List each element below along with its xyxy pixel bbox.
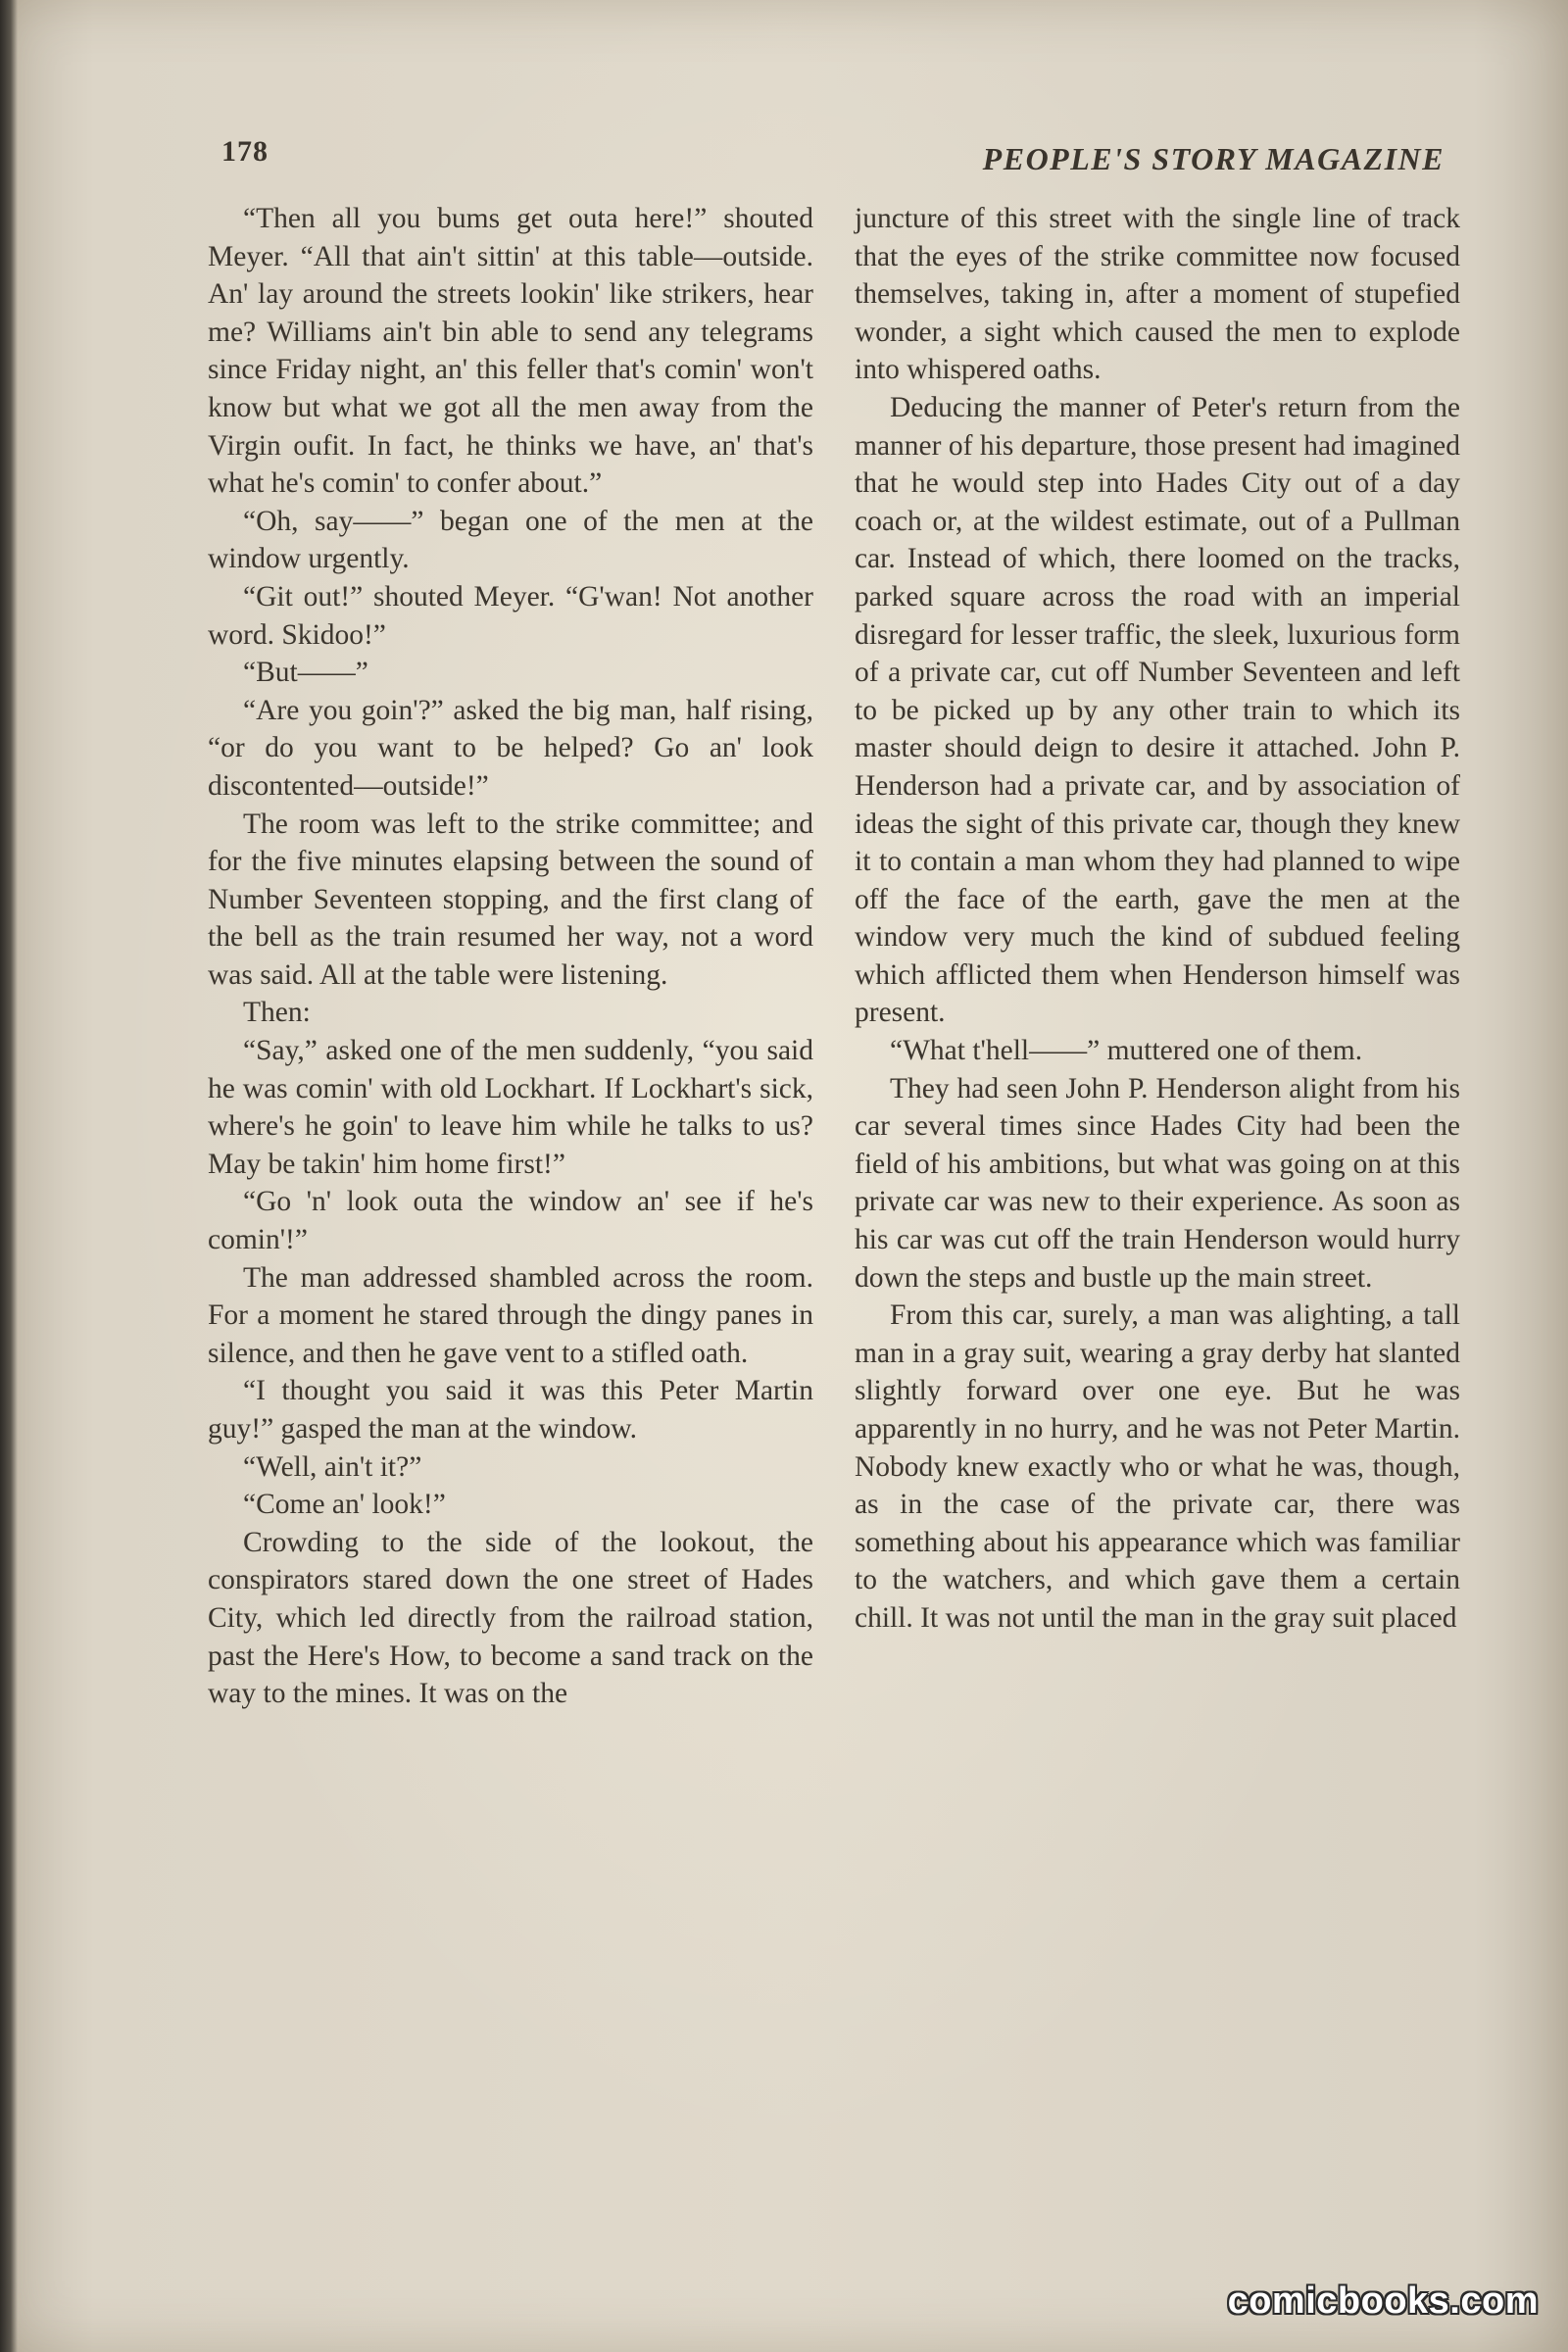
paragraph: Then: xyxy=(243,997,311,1029)
paragraph: From this car, surely, a man was alighting, a tall man in a gray suit, wearing a gray derby hat slanted slightly forward over one eye. But he was apparently in no hurry, and he was not Peter Martin. Nobody knew exactly who or what he was, though, as in the case of the private car, there was something about his appearance which was familiar to the watchers, and which gave them a certain chill. It was not until the man in the gray suit placed xyxy=(855,1299,1460,1634)
paragraph: “Well, ain't it?” xyxy=(243,1450,422,1483)
paragraph-continuation: juncture of this street with the single line of track that the eyes of the strike committee now focused themselves, taking in, after a moment of stupefied wonder, a sight which caused the men to explode into whispered oaths. xyxy=(855,203,1460,386)
paragraph: “Oh, say——” began one of the men at the window urgently. xyxy=(208,505,813,575)
paragraph: “I thought you said it was this Peter Martin guy!” gasped the man at the window. xyxy=(208,1375,813,1445)
paragraph: “Come an' look!” xyxy=(243,1489,446,1521)
paragraph: “What t'hell——” muttered one of them. xyxy=(890,1035,1363,1067)
right-text-column xyxy=(855,200,1460,1638)
watermark-logo: comicbooks.com xyxy=(1227,2280,1539,2322)
paragraph: Deducing the manner of Peter's return from the manner of his departure, those present had imagined that he would step into Hades City out of a day coach or, at the wildest estimate, out of a Pullman car. Instead of which, there loomed on the tracks, parked square across the road with an imperial disregard for lesser traffic, the sleek, luxurious form of a private car, cut off Number Seventeen and left to be picked up by any other train to which its master should deign to desire it attached. John P. Henderson had a private car, and by association of ideas the sight of this private car, though they knew it to contain a man whom they had planned to wipe off the face of the earth, gave the men at the window very much the kind of subdued feeling which afflicted them when Henderson himself was present. xyxy=(855,391,1460,1029)
paragraph: The room was left to the strike committee; and for the five minutes elapsing between the sound of Number Seventeen stopping, and the first clang of the bell as the train resumed her way, not a word was said. All at the table were listening. xyxy=(208,808,813,991)
running-head: PEOPLE'S STORY MAGAZINE xyxy=(982,141,1445,176)
paragraph: “Then all you bums get outa here!” shouted Meyer. “All that ain't sittin' at this table—outside. An' lay around the streets lookin' like strikers, hear me? Williams ain't bin able to send any telegrams since Friday night, an' this feller that's comin' won't know but what we got all the men away from the Virgin oufit. In fact, he thinks we have, an' that's what he's comin' to confer about.” xyxy=(208,203,813,500)
paragraph: “Git out!” shouted Meyer. “G'wan! Not another word. Skidoo!” xyxy=(208,580,813,651)
paragraph: “Go 'n' look outa the window an' see if he's comin'!” xyxy=(208,1186,813,1256)
paragraph: The man addressed shambled across the room. For a moment he stared through the dingy panes in silence, and then he gave vent to a stifled oath. xyxy=(208,1261,813,1369)
left-text-column xyxy=(208,200,813,1713)
paragraph: “Say,” asked one of the men suddenly, “you said he was comin' with old Lockhart. If Lockhart's sick, where's he goin' to leave him while he talks to us? May be takin' him home first!” xyxy=(208,1035,813,1180)
paragraph: They had seen John P. Henderson alight from his car several times since Hades City had been the field of his ambitions, but what was going on at this private car was new to their experience. As soon as his car was cut off the train Henderson would hurry down the steps and bustle up the main street. xyxy=(855,1072,1460,1294)
paragraph: “But——” xyxy=(243,657,368,689)
paragraph: Crowding to the side of the lookout, the conspirators stared down the one street of Hades City, which led directly from the railroad station, past the Here's How, to become a sand track on the way to the mines. It was on the xyxy=(208,1526,813,1710)
page-header xyxy=(221,135,1445,194)
page-spine-shadow xyxy=(0,0,18,2352)
page-number: 178 xyxy=(221,135,269,168)
paragraph: “Are you goin'?” asked the big man, half rising, “or do you want to be helped? Go an' look discontented—outside!” xyxy=(208,694,813,802)
